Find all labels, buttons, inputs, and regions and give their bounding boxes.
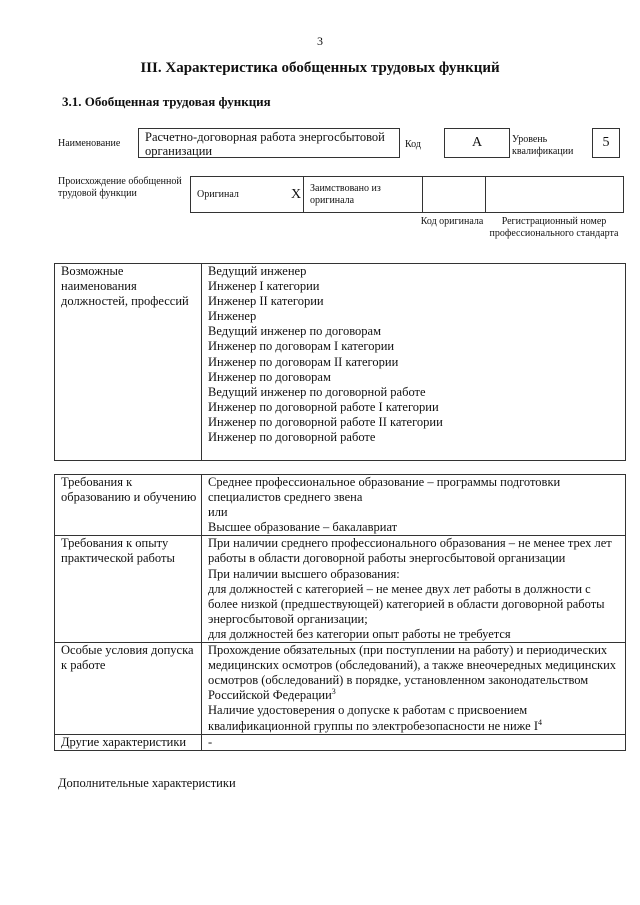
reg-number-cell xyxy=(486,177,624,213)
admission-label: Особые условия допуска к работе xyxy=(55,643,202,735)
other-value xyxy=(202,734,626,750)
qualification-level: 5 xyxy=(592,128,620,158)
footnote-ref: 4 xyxy=(538,717,542,727)
original-label: Оригинал xyxy=(197,188,239,200)
level-label: Уровень квалификации xyxy=(512,134,574,157)
reg-number-caption: Регистрационный номер профессионального стандарта xyxy=(489,216,619,239)
origin-label: Происхождение обобщенной трудовой функции xyxy=(58,176,182,199)
list-item: Ведущий инженер по договорной работе xyxy=(208,384,426,399)
text-line: для должностей без категории опыт работы не требуется xyxy=(208,626,511,641)
table-row xyxy=(55,475,626,536)
footnote-ref: 3 xyxy=(331,687,336,697)
table-row xyxy=(55,536,626,643)
function-name: Расчетно-договорная работа энергосбытовой организации xyxy=(138,128,400,158)
text-line xyxy=(208,643,621,703)
text-line-content: Наличие удостоверения о допуске к работам с присвоением квалификационной группы по электробезопасности не ниже I xyxy=(208,703,538,733)
list-item: Ведущий инженер xyxy=(208,264,307,278)
code-label: Код xyxy=(405,139,421,150)
list-item: Инженер II категории xyxy=(208,294,324,309)
experience-label: Требования к опыту практической работы xyxy=(55,536,202,643)
list-item: Инженер I категории xyxy=(208,279,320,294)
original-code-cell xyxy=(423,177,486,213)
requirements-table xyxy=(54,474,626,751)
text-line: для должностей с категорией – не менее двух лет работы в должности с более низкой (предшествующей) категорией в области договорной работы энергосбытовой организации; xyxy=(208,581,605,626)
name-label: Наименование xyxy=(58,138,121,149)
text-line xyxy=(208,703,621,733)
text-line: При наличии среднего профессионального образования – не менее трех лет работы в области договорной работы энергосбытовой организации xyxy=(208,536,612,566)
original-code-caption: Код оригинала xyxy=(420,216,484,227)
text-line: Среднее профессиональное образование – программы подготовки специалистов среднего звена xyxy=(208,475,561,505)
text-line-content: Прохождение обязательных (при поступлении на работу) и периодических медицинских осмотров (обследований), а также внеочередных медицинских осмотров (обследований) в порядке, установленном законодательством Российской Федерации xyxy=(208,643,617,703)
positions-list xyxy=(202,264,626,461)
other-label: Другие характеристики xyxy=(55,734,202,750)
section-title: III. Характеристика обобщенных трудовых функций xyxy=(140,60,500,76)
experience-value xyxy=(202,536,626,643)
function-code: A xyxy=(444,128,510,158)
text-line: При наличии высшего образования: xyxy=(208,566,400,581)
page-number: 3 xyxy=(317,34,323,48)
list-item: Ведущий инженер по договорам xyxy=(208,324,381,339)
admission-value xyxy=(202,643,626,735)
list-item: Инженер по договорной работе II категории xyxy=(208,414,443,429)
list-item: Инженер по договорам I категории xyxy=(208,339,395,354)
table-row xyxy=(55,643,626,735)
list-item: Инженер по договорам xyxy=(208,369,331,384)
table-row xyxy=(55,734,626,750)
original-mark: X xyxy=(289,177,304,213)
education-value xyxy=(202,475,626,536)
text-line: или xyxy=(208,505,228,520)
additional-characteristics-heading: Дополнительные характеристики xyxy=(58,776,236,790)
list-item: Инженер по договорной работе xyxy=(208,430,376,445)
positions-label: Возможные наименования должностей, профессий xyxy=(55,264,202,461)
origin-table xyxy=(190,176,624,213)
list-item: Инженер по договорам II категории xyxy=(208,354,399,369)
list-item: Инженер по договорной работе I категории xyxy=(208,399,439,414)
list-item: Инженер xyxy=(208,309,257,324)
education-label: Требования к образованию и обучению xyxy=(55,475,202,536)
subsection-title: 3.1. Обобщенная трудовая функция xyxy=(62,94,271,109)
text-line: - xyxy=(208,734,213,749)
positions-table xyxy=(54,263,626,461)
borrowed-label: Заимствовано из оригинала xyxy=(304,177,423,213)
text-line: Высшее образование – бакалавриат xyxy=(208,520,398,535)
